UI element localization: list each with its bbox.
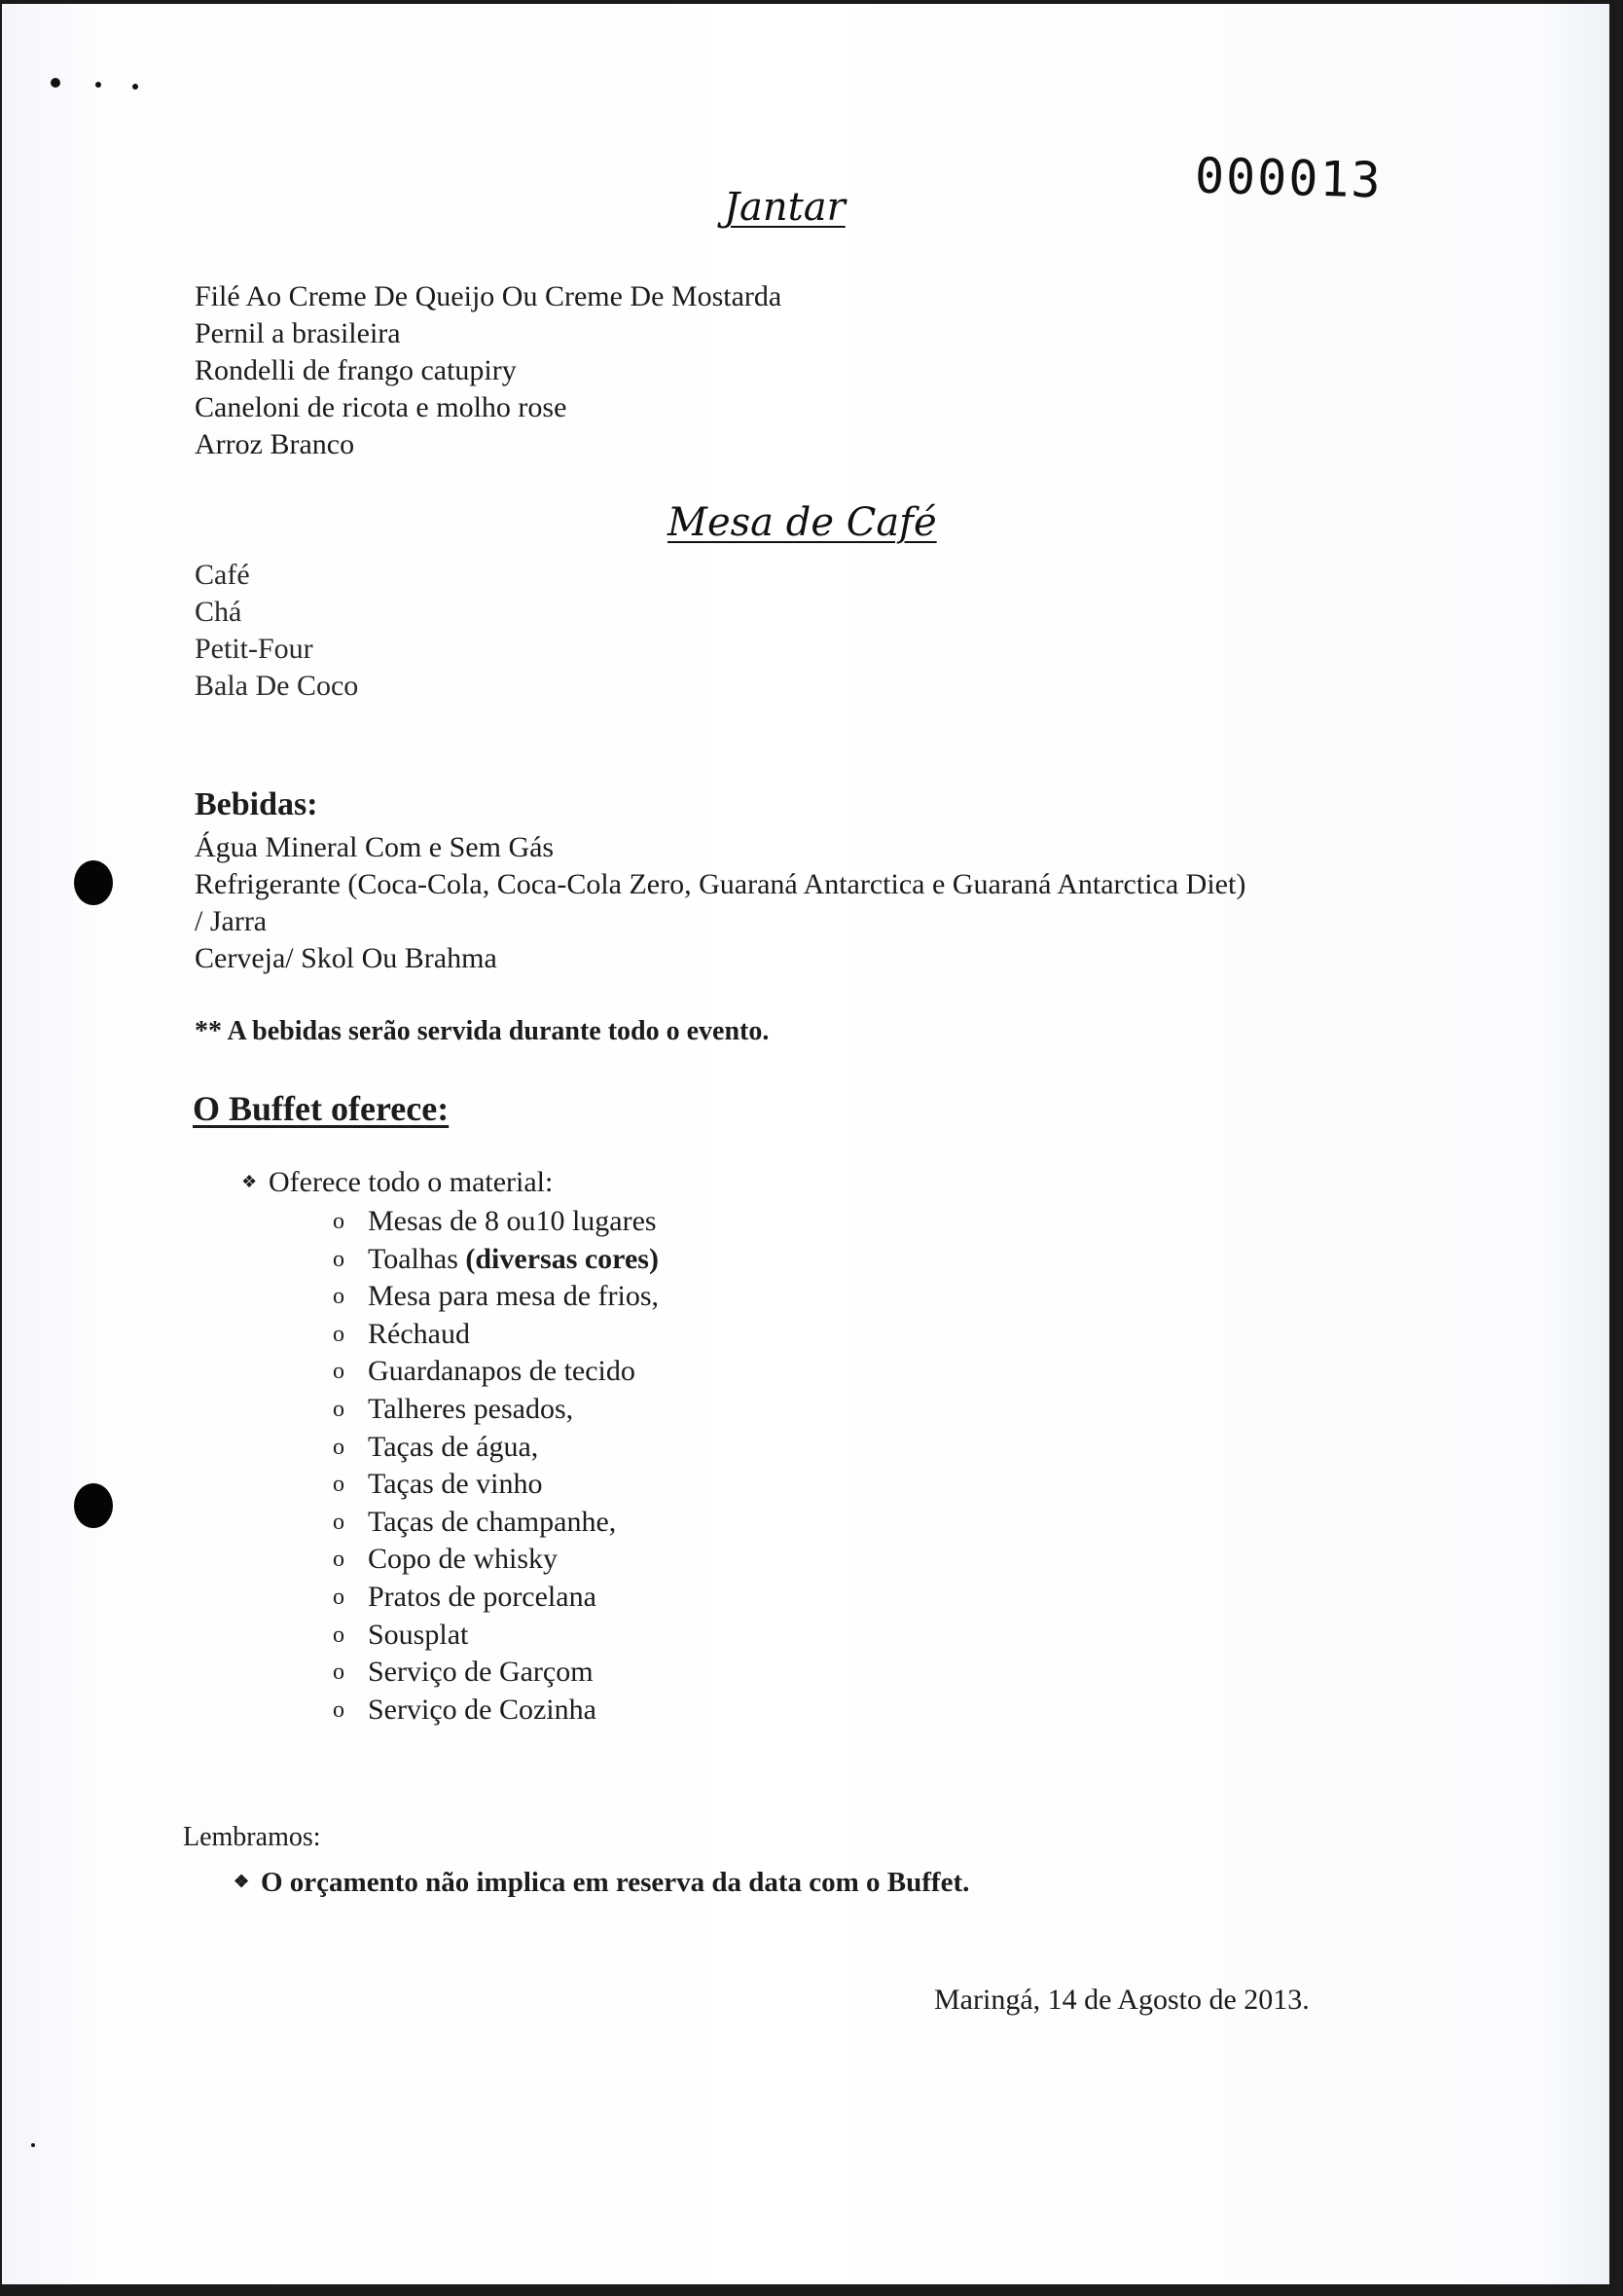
- bebidas-list: [195, 829, 1245, 977]
- circle-bullet-icon: o: [333, 1321, 344, 1347]
- list-item: o Serviço de Cozinha: [333, 1692, 659, 1730]
- bebidas-note: ** A bebidas serão servida durante todo o evento.: [195, 1016, 770, 1046]
- jantar-heading: Jantar: [724, 185, 846, 230]
- list-item: Caneloni de ricota e molho rose: [195, 391, 567, 423]
- list-item: o Toalhas (diversas cores): [333, 1241, 659, 1279]
- list-item: o Taças de vinho: [333, 1466, 659, 1504]
- jantar-menu-list: [195, 278, 781, 463]
- toalhas-bold-note: (diversas cores): [465, 1242, 659, 1275]
- list-item: o Taças de champanhe,: [333, 1504, 659, 1542]
- circle-bullet-icon: o: [333, 1434, 344, 1460]
- scan-speck: [31, 2143, 35, 2147]
- list-item: o Sousplat: [333, 1617, 659, 1655]
- punch-hole: [74, 860, 113, 905]
- circle-bullet-icon: o: [333, 1246, 344, 1272]
- list-item: Rondelli de frango catupiry: [195, 354, 517, 386]
- list-item: o Réchaud: [333, 1316, 659, 1354]
- mesa-cafe-list: [195, 557, 358, 705]
- lembramos-note: [234, 1867, 969, 1899]
- date-line: Maringá, 14 de Agosto de 2013.: [934, 1984, 1310, 2016]
- circle-bullet-icon: o: [333, 1472, 344, 1498]
- circle-bullet-icon: o: [333, 1547, 344, 1573]
- list-item: o Mesa para mesa de frios,: [333, 1278, 659, 1316]
- circle-bullet-icon: o: [333, 1696, 344, 1723]
- list-item: o Copo de whisky: [333, 1541, 659, 1579]
- list-item: Água Mineral Com e Sem Gás: [195, 831, 555, 863]
- list-item: o Serviço de Garçom: [333, 1654, 659, 1692]
- lembramos-note-text: O orçamento não implica em reserva da data com o Buffet.: [261, 1867, 970, 1898]
- scan-speck: [51, 78, 60, 88]
- scan-speck: [95, 82, 101, 88]
- list-item: o Pratos de porcelana: [333, 1579, 659, 1617]
- scan-speck: [132, 84, 138, 90]
- circle-bullet-icon: o: [333, 1396, 344, 1422]
- list-item: Chá: [195, 596, 242, 628]
- list-item: Refrigerante (Coca-Cola, Coca-Cola Zero, Guaraná Antarctica e Guaraná Antarctica Diet): [195, 868, 1246, 900]
- circle-bullet-icon: o: [333, 1659, 344, 1686]
- list-item: Pernil a brasileira: [195, 317, 401, 349]
- circle-bullet-icon: o: [333, 1359, 344, 1385]
- circle-bullet-icon: o: [333, 1209, 344, 1234]
- list-item: Arroz Branco: [195, 428, 355, 460]
- bebidas-title: Bebidas:: [195, 786, 318, 822]
- list-item: Bala De Coco: [195, 670, 359, 702]
- diamond-bullet-icon: ❖: [234, 1872, 250, 1891]
- list-item: o Taças de água,: [333, 1429, 659, 1467]
- document-number: 000013: [1194, 147, 1384, 209]
- buffet-intro: [241, 1166, 553, 1199]
- buffet-material-list: [333, 1203, 659, 1729]
- lembramos-label: Lembramos:: [183, 1822, 321, 1852]
- list-item: Petit-Four: [195, 633, 313, 665]
- buffet-title: O Buffet oferece:: [193, 1089, 450, 1128]
- mesa-cafe-heading: Mesa de Café: [667, 500, 937, 545]
- punch-hole: [74, 1483, 113, 1528]
- list-item: Filé Ao Creme De Queijo Ou Creme De Mostarda: [195, 280, 782, 312]
- circle-bullet-icon: o: [333, 1284, 344, 1310]
- list-item: Café: [195, 559, 250, 591]
- buffet-intro-text: Oferece todo o material:: [269, 1166, 554, 1198]
- list-item: o Talheres pesados,: [333, 1391, 659, 1429]
- diamond-bullet-icon: ❖: [241, 1172, 258, 1191]
- list-item: o Mesas de 8 ou10 lugares: [333, 1203, 659, 1241]
- list-item: Cerveja/ Skol Ou Brahma: [195, 942, 497, 974]
- list-item: / Jarra: [195, 905, 268, 937]
- list-item: o Guardanapos de tecido: [333, 1353, 659, 1391]
- circle-bullet-icon: o: [333, 1622, 344, 1648]
- scanned-page: [2, 4, 1609, 2284]
- circle-bullet-icon: o: [333, 1509, 344, 1535]
- circle-bullet-icon: o: [333, 1584, 344, 1610]
